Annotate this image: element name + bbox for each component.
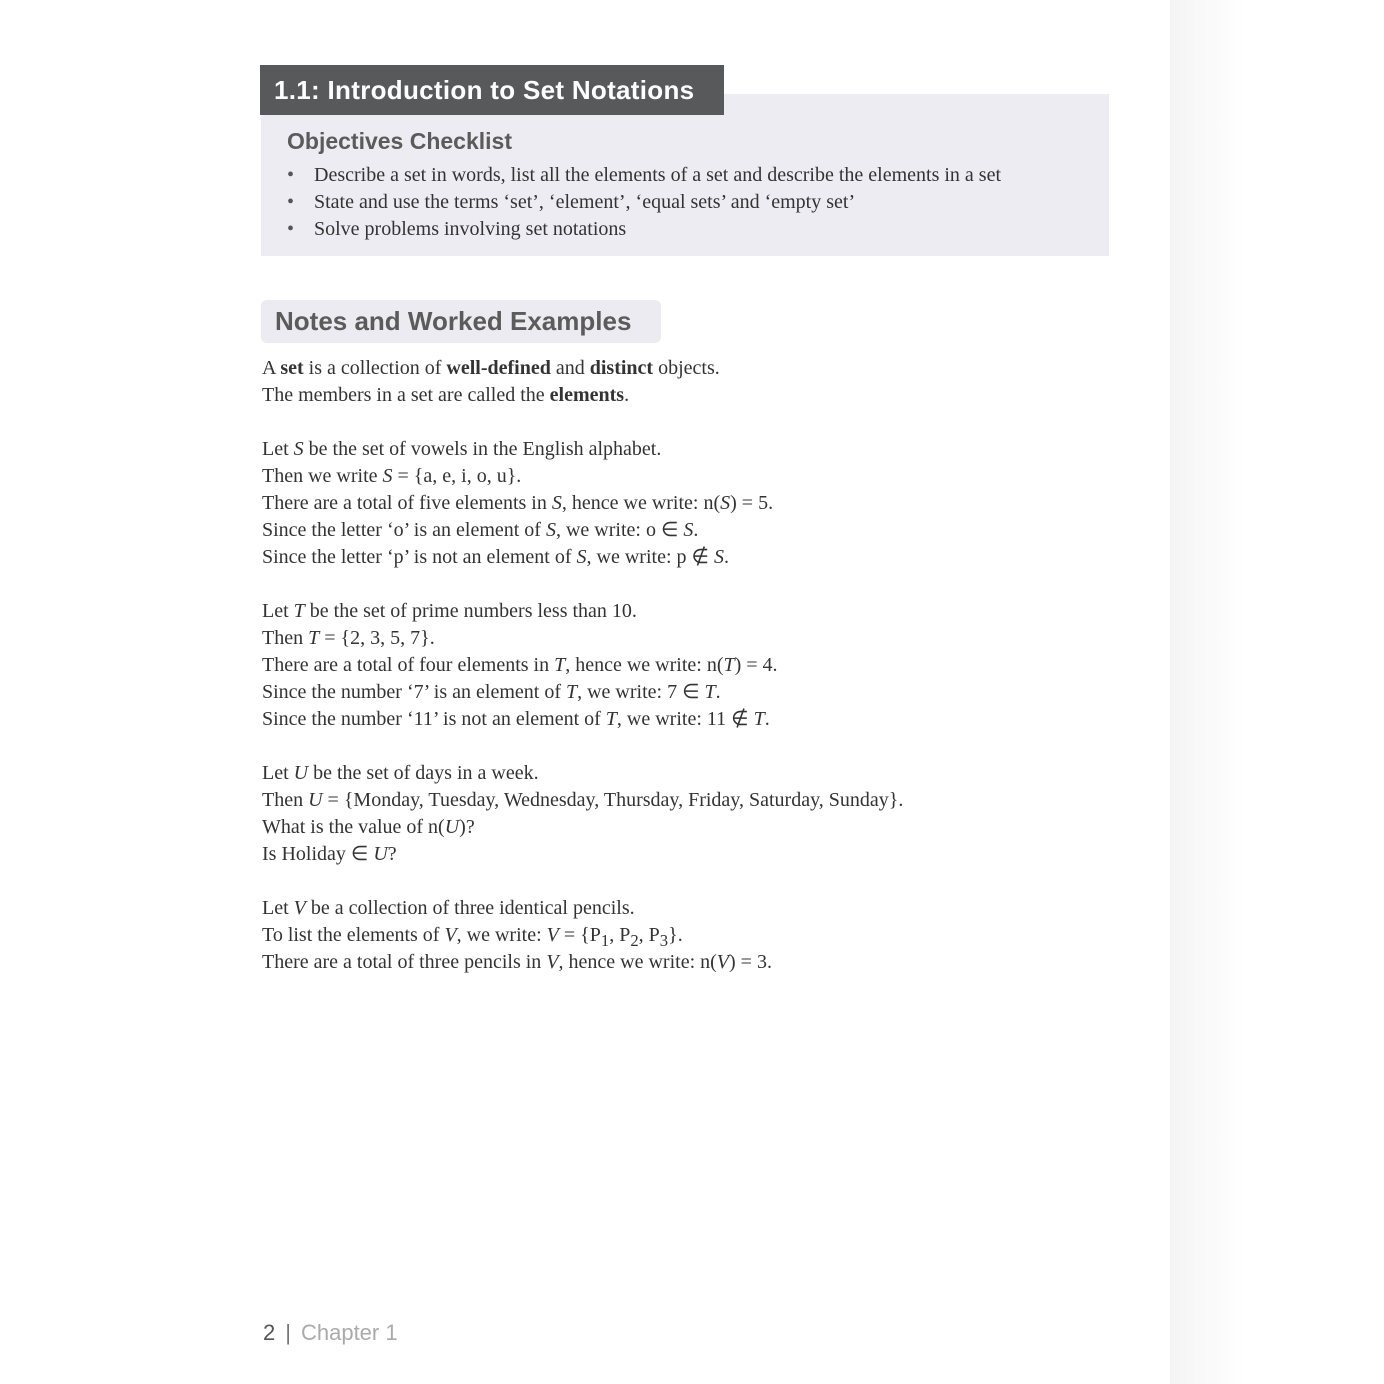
example-line: Let U be the set of days in a week.: [262, 762, 539, 784]
objective-item: • Describe a set in words, list all the elements of a set and describe the elements in a set: [287, 162, 1001, 189]
bullet-icon: •: [287, 164, 295, 186]
example-line: Then U = {Monday, Tuesday, Wednesday, Thursday, Friday, Saturday, Sunday}.: [262, 789, 904, 811]
example-line: Then we write S = {a, e, i, o, u}.: [262, 465, 522, 487]
notes-heading: Notes and Worked Examples: [275, 306, 632, 336]
objective-item: • Solve problems involving set notations: [287, 216, 1001, 243]
page-number: 2: [263, 1320, 276, 1345]
example-line: What is the value of n(U)?: [262, 816, 475, 838]
example-line: There are a total of four elements in T, hence we write: n(T) = 4.: [262, 654, 778, 676]
example-line: To list the elements of V, we write: $V = \{P_1$, $P_2$, $P_3$}.: [262, 924, 683, 950]
page-footer: [263, 1320, 398, 1346]
bullet-icon: •: [287, 191, 295, 213]
example-line: Since the letter ‘o’ is an element of S, we write: o ∈ S.: [262, 519, 699, 541]
chapter-label: Chapter 1: [300, 1320, 398, 1345]
page-edge-shadow: [1170, 0, 1384, 1384]
section-title: 1.1: Introduction to Set Notations: [260, 65, 724, 115]
example-line: Let S be the set of vowels in the English alphabet.: [262, 438, 662, 460]
objectives-list: [287, 162, 1001, 243]
example-line: Let V be a collection of three identical pencils.: [262, 897, 635, 919]
notes-body: [262, 355, 1122, 976]
objective-item: • State and use the terms ‘set’, ‘element’, ‘equal sets’ and ‘empty set’: [287, 189, 1001, 216]
example-line: Since the number ‘7’ is an element of T, we write: 7 ∈ T.: [262, 681, 721, 703]
bullet-icon: •: [287, 218, 295, 240]
example-line: Let T be the set of prime numbers less than 10.: [262, 600, 637, 622]
example-line: Since the number ‘11’ is not an element of T, we write: 11 ∉ T.: [262, 708, 770, 730]
objectives-heading: Objectives Checklist: [287, 128, 512, 154]
example-line: Is Holiday ∈ U?: [262, 843, 397, 865]
example-line: Since the letter ‘p’ is not an element of S, we write: p ∉ S.: [262, 546, 729, 568]
definition-line: The members in a set are called the elements.: [262, 384, 630, 406]
example-line: There are a total of three pencils in V, hence we write: n(V) = 3.: [262, 951, 772, 973]
definition-line: A set is a collection of well-defined and distinct objects.: [262, 357, 720, 379]
example-line: There are a total of five elements in S, hence we write: n(S) = 5.: [262, 492, 774, 514]
footer-separator: |: [285, 1320, 291, 1345]
example-line: Then T = {2, 3, 5, 7}.: [262, 627, 435, 649]
